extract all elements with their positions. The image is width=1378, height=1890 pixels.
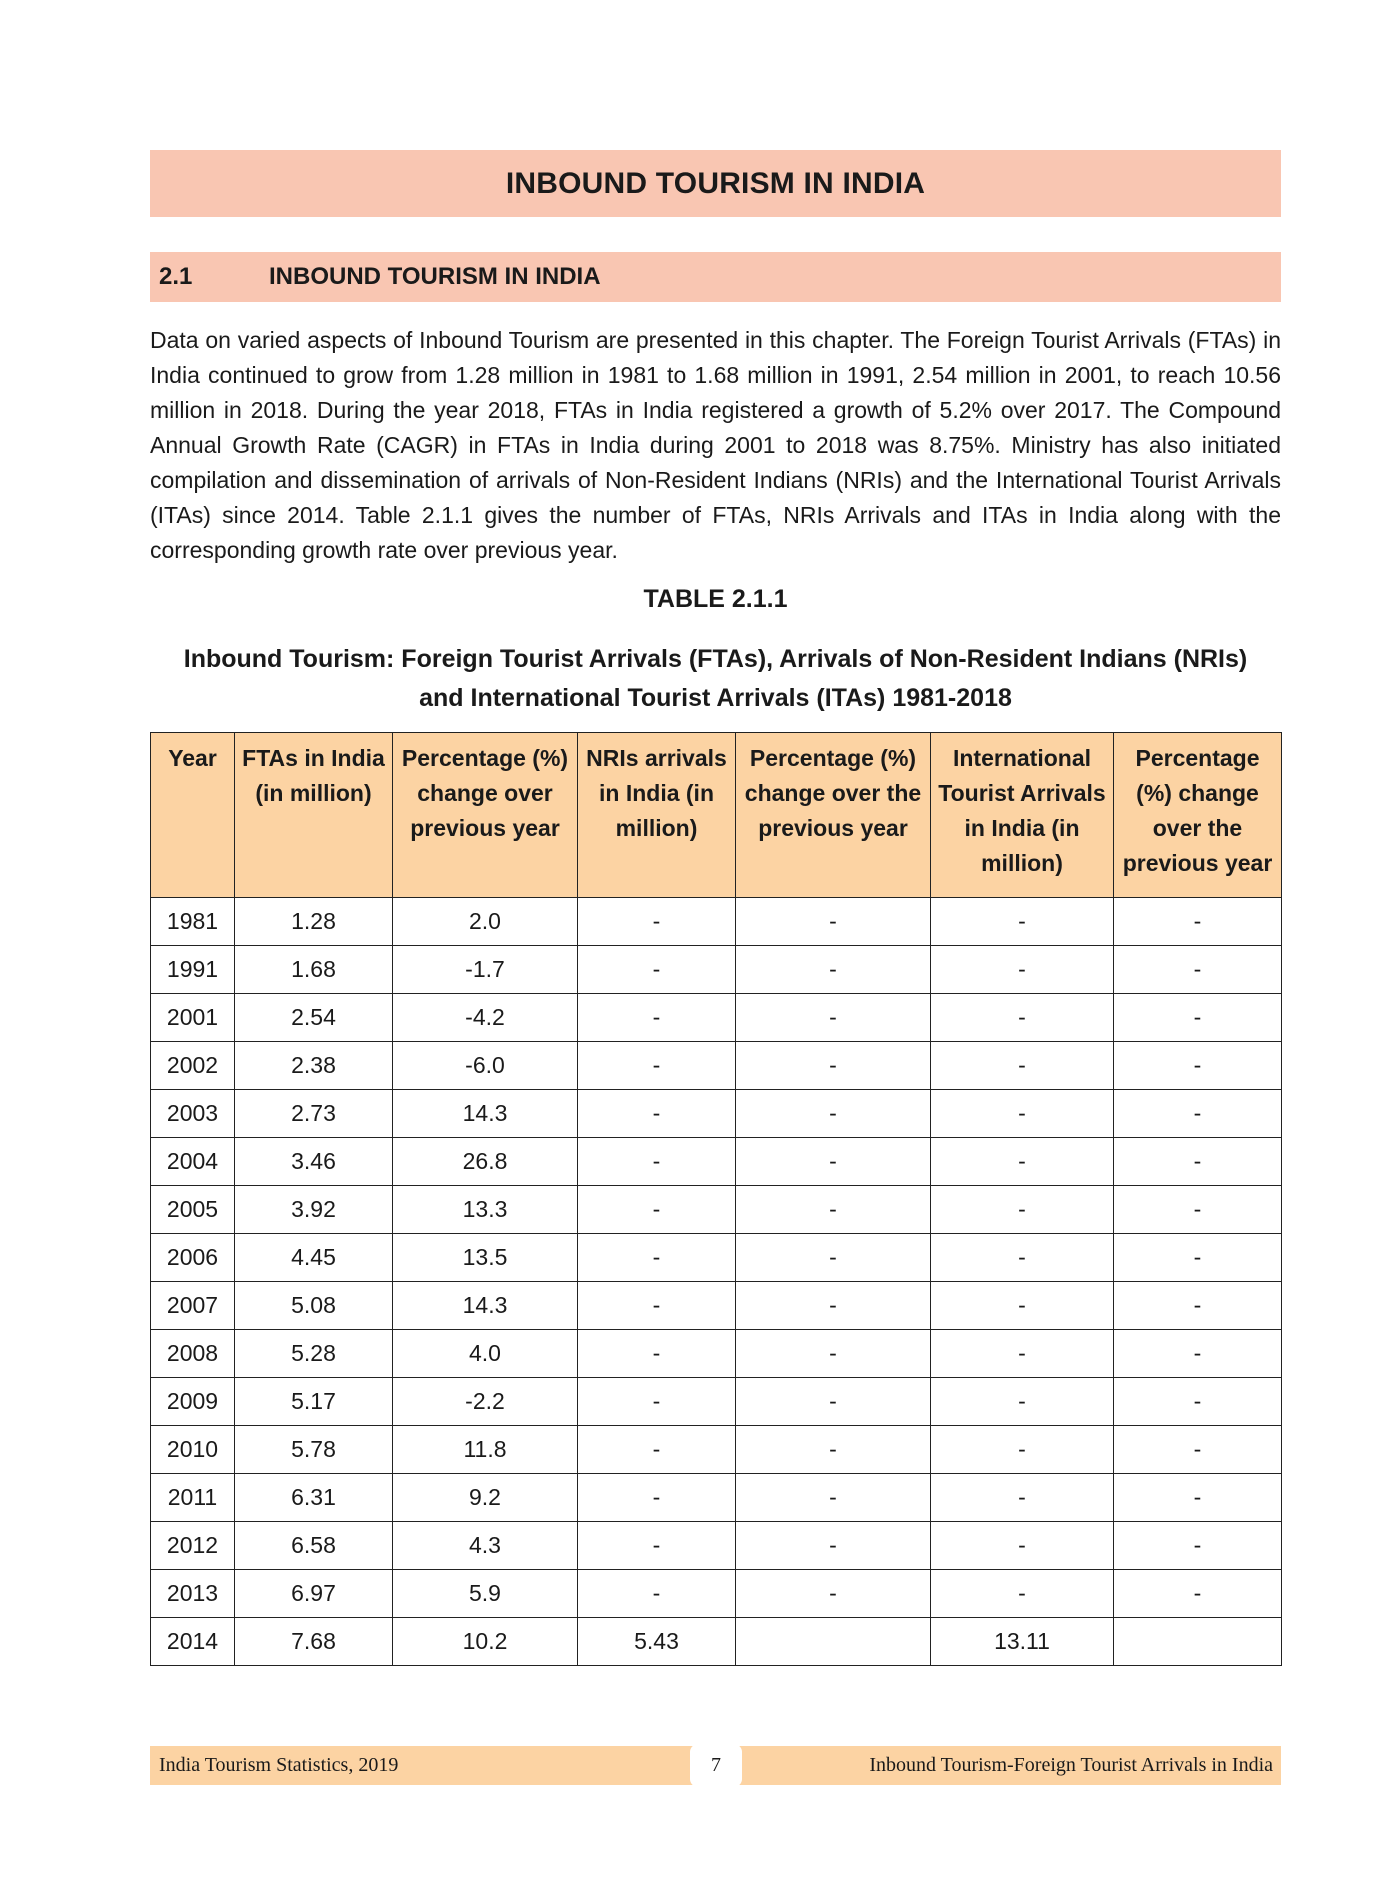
table-cell: - xyxy=(931,898,1114,946)
table-cell: - xyxy=(578,1138,736,1186)
table-cell: 5.28 xyxy=(235,1330,393,1378)
table-cell: - xyxy=(931,1330,1114,1378)
table-cell: - xyxy=(578,946,736,994)
table-cell: - xyxy=(931,1522,1114,1570)
table-caption-line-2: and International Tourist Arrivals (ITAs) 1981-2018 xyxy=(419,684,1012,712)
table-cell: -2.2 xyxy=(393,1378,578,1426)
table-row xyxy=(151,1522,1282,1570)
table-cell: - xyxy=(931,1426,1114,1474)
table-cell: - xyxy=(736,946,931,994)
intro-paragraph: Data on varied aspects of Inbound Tourism are presented in this chapter. The Foreign Tourist Arrivals (FTAs) in India continued to grow from 1.28 million in 1981 to 1.68 million in 1991, 2.54 million in 2001, to reach 10.56 million in 2018. During the year 2018, FTAs in India registered a growth of 5.2% over 2017. The Compound Annual Growth Rate (CAGR) in FTAs in India during 2001 to 2018 was 8.75%. Ministry has also initiated compilation and dissemination of arrivals of Non-Resident Indians (NRIs) and the International Tourist Arrivals (ITAs) since 2014. Table 2.1.1 gives the number of FTAs, NRIs Arrivals and ITAs in India along with the corresponding growth rate over previous year. xyxy=(150,327,1281,563)
table-cell: - xyxy=(931,1282,1114,1330)
table-cell: 2006 xyxy=(151,1234,235,1282)
table-header-row xyxy=(151,733,1282,898)
table-cell: - xyxy=(736,1138,931,1186)
table-cell: 2007 xyxy=(151,1282,235,1330)
table-cell: 2005 xyxy=(151,1186,235,1234)
table-cell: 2003 xyxy=(151,1090,235,1138)
table-cell: - xyxy=(931,1042,1114,1090)
table-cell: 2.0 xyxy=(393,898,578,946)
table-cell: - xyxy=(736,1282,931,1330)
table-cell: 5.43 xyxy=(578,1618,736,1666)
table-cell: 4.0 xyxy=(393,1330,578,1378)
table-cell: 1.28 xyxy=(235,898,393,946)
table-cell: - xyxy=(736,1186,931,1234)
table-row xyxy=(151,946,1282,994)
table-row xyxy=(151,1234,1282,1282)
table-cell: - xyxy=(736,1042,931,1090)
table-cell: 10.2 xyxy=(393,1618,578,1666)
table-cell: - xyxy=(1114,946,1282,994)
table-cell xyxy=(1114,1618,1282,1666)
table-cell: 5.17 xyxy=(235,1378,393,1426)
table-cell: 1991 xyxy=(151,946,235,994)
table-cell: - xyxy=(578,1282,736,1330)
table-row xyxy=(151,1090,1282,1138)
table-cell: -4.2 xyxy=(393,994,578,1042)
table-cell: 2011 xyxy=(151,1474,235,1522)
table-cell: - xyxy=(931,994,1114,1042)
table-cell: - xyxy=(736,1474,931,1522)
table-cell: - xyxy=(1114,994,1282,1042)
table-cell: 2012 xyxy=(151,1522,235,1570)
table-cell: - xyxy=(578,898,736,946)
table-row xyxy=(151,994,1282,1042)
table-cell: 1981 xyxy=(151,898,235,946)
table-cell: - xyxy=(736,1090,931,1138)
table-cell: 2.38 xyxy=(235,1042,393,1090)
table-row xyxy=(151,1138,1282,1186)
table-cell: - xyxy=(578,1570,736,1618)
table-cell: 5.78 xyxy=(235,1426,393,1474)
header-nris-change: Percentage (%) change over the previous year xyxy=(736,733,931,898)
table-cell: - xyxy=(736,1234,931,1282)
table-cell: - xyxy=(578,1186,736,1234)
table-cell: 2.54 xyxy=(235,994,393,1042)
table-row xyxy=(151,1378,1282,1426)
table-cell: - xyxy=(1114,1090,1282,1138)
table-cell: 3.92 xyxy=(235,1186,393,1234)
page-number: 7 xyxy=(690,1744,742,1787)
table-cell: - xyxy=(1114,1378,1282,1426)
table-cell: 2010 xyxy=(151,1426,235,1474)
header-ftas: FTAs in India (in million) xyxy=(235,733,393,898)
table-cell: 26.8 xyxy=(393,1138,578,1186)
section-title: INBOUND TOURISM IN INDIA xyxy=(269,263,601,290)
table-cell: - xyxy=(1114,1282,1282,1330)
table-cell: 2004 xyxy=(151,1138,235,1186)
table-cell: 5.08 xyxy=(235,1282,393,1330)
table-cell: 2008 xyxy=(151,1330,235,1378)
table-cell: 2001 xyxy=(151,994,235,1042)
table-cell: - xyxy=(578,1378,736,1426)
table-cell: - xyxy=(736,1522,931,1570)
table-row xyxy=(151,1474,1282,1522)
table-cell: - xyxy=(578,1474,736,1522)
table-cell: - xyxy=(1114,1186,1282,1234)
table-cell: 4.45 xyxy=(235,1234,393,1282)
table-caption-line-1: Inbound Tourism: Foreign Tourist Arrivals (FTAs), Arrivals of Non-Resident Indians (NRIs) xyxy=(183,645,1248,673)
table-row xyxy=(151,1042,1282,1090)
table-cell: - xyxy=(1114,898,1282,946)
table-caption xyxy=(150,640,1281,718)
table-cell: - xyxy=(578,1234,736,1282)
table-cell: 2.73 xyxy=(235,1090,393,1138)
table-cell: 13.3 xyxy=(393,1186,578,1234)
table-row xyxy=(151,1426,1282,1474)
table-row xyxy=(151,898,1282,946)
table-cell: 2002 xyxy=(151,1042,235,1090)
table-cell: 14.3 xyxy=(393,1282,578,1330)
table-cell: - xyxy=(578,1330,736,1378)
header-ftas-change: Percentage (%) change over previous year xyxy=(393,733,578,898)
table-cell: - xyxy=(1114,1234,1282,1282)
table-cell: - xyxy=(736,1426,931,1474)
table-cell: - xyxy=(578,994,736,1042)
table-row xyxy=(151,1570,1282,1618)
table-cell: - xyxy=(931,1138,1114,1186)
table-cell: - xyxy=(931,1378,1114,1426)
section-number: 2.1 xyxy=(159,263,193,290)
table-cell: 11.8 xyxy=(393,1426,578,1474)
table-body xyxy=(151,898,1282,1666)
table-cell: - xyxy=(1114,1330,1282,1378)
page-footer xyxy=(150,1746,1281,1785)
table-cell: 1.68 xyxy=(235,946,393,994)
table-cell: - xyxy=(931,1090,1114,1138)
table-cell: 7.68 xyxy=(235,1618,393,1666)
table-cell: 2009 xyxy=(151,1378,235,1426)
header-itas: International Tourist Arrivals in India (in million) xyxy=(931,733,1114,898)
table-cell: 6.58 xyxy=(235,1522,393,1570)
footer-publication: India Tourism Statistics, 2019 xyxy=(159,1754,399,1776)
table-cell: 13.11 xyxy=(931,1618,1114,1666)
table-row xyxy=(151,1186,1282,1234)
table-cell: - xyxy=(931,1234,1114,1282)
table-cell: 6.97 xyxy=(235,1570,393,1618)
table-cell: - xyxy=(1114,1426,1282,1474)
table-label: TABLE 2.1.1 xyxy=(643,585,788,613)
table-cell: 3.46 xyxy=(235,1138,393,1186)
table-cell: 6.31 xyxy=(235,1474,393,1522)
table-cell: - xyxy=(578,1426,736,1474)
table-cell: - xyxy=(1114,1042,1282,1090)
table-cell xyxy=(736,1618,931,1666)
table-cell: 9.2 xyxy=(393,1474,578,1522)
table-cell: - xyxy=(931,1570,1114,1618)
table-cell: - xyxy=(1114,1570,1282,1618)
table-cell: - xyxy=(736,1378,931,1426)
table-cell: 5.9 xyxy=(393,1570,578,1618)
table-cell: - xyxy=(736,1330,931,1378)
table-cell: - xyxy=(736,994,931,1042)
table-cell: - xyxy=(931,1186,1114,1234)
arrivals-table xyxy=(150,732,1282,1666)
table-cell: 13.5 xyxy=(393,1234,578,1282)
table-cell: - xyxy=(1114,1474,1282,1522)
header-year: Year xyxy=(151,733,235,898)
table-row xyxy=(151,1618,1282,1666)
section-heading xyxy=(150,252,1281,302)
table-cell: - xyxy=(736,898,931,946)
table-cell: 14.3 xyxy=(393,1090,578,1138)
table-cell: -1.7 xyxy=(393,946,578,994)
table-row xyxy=(151,1282,1282,1330)
header-itas-change: Percentage (%) change over the previous year xyxy=(1114,733,1282,898)
table-cell: - xyxy=(578,1522,736,1570)
table-cell: - xyxy=(931,946,1114,994)
table-cell: - xyxy=(736,1570,931,1618)
table-cell: - xyxy=(931,1474,1114,1522)
table-cell: 2013 xyxy=(151,1570,235,1618)
table-row xyxy=(151,1330,1282,1378)
table-cell: - xyxy=(578,1042,736,1090)
table-cell: -6.0 xyxy=(393,1042,578,1090)
header-nris: NRIs arrivals in India (in million) xyxy=(578,733,736,898)
table-cell: 2014 xyxy=(151,1618,235,1666)
footer-chapter: Inbound Tourism-Foreign Tourist Arrivals in India xyxy=(869,1754,1273,1776)
table-cell: - xyxy=(1114,1138,1282,1186)
table-cell: 4.3 xyxy=(393,1522,578,1570)
chapter-title: INBOUND TOURISM IN INDIA xyxy=(150,150,1281,217)
table-cell: - xyxy=(578,1090,736,1138)
table-cell: - xyxy=(1114,1522,1282,1570)
